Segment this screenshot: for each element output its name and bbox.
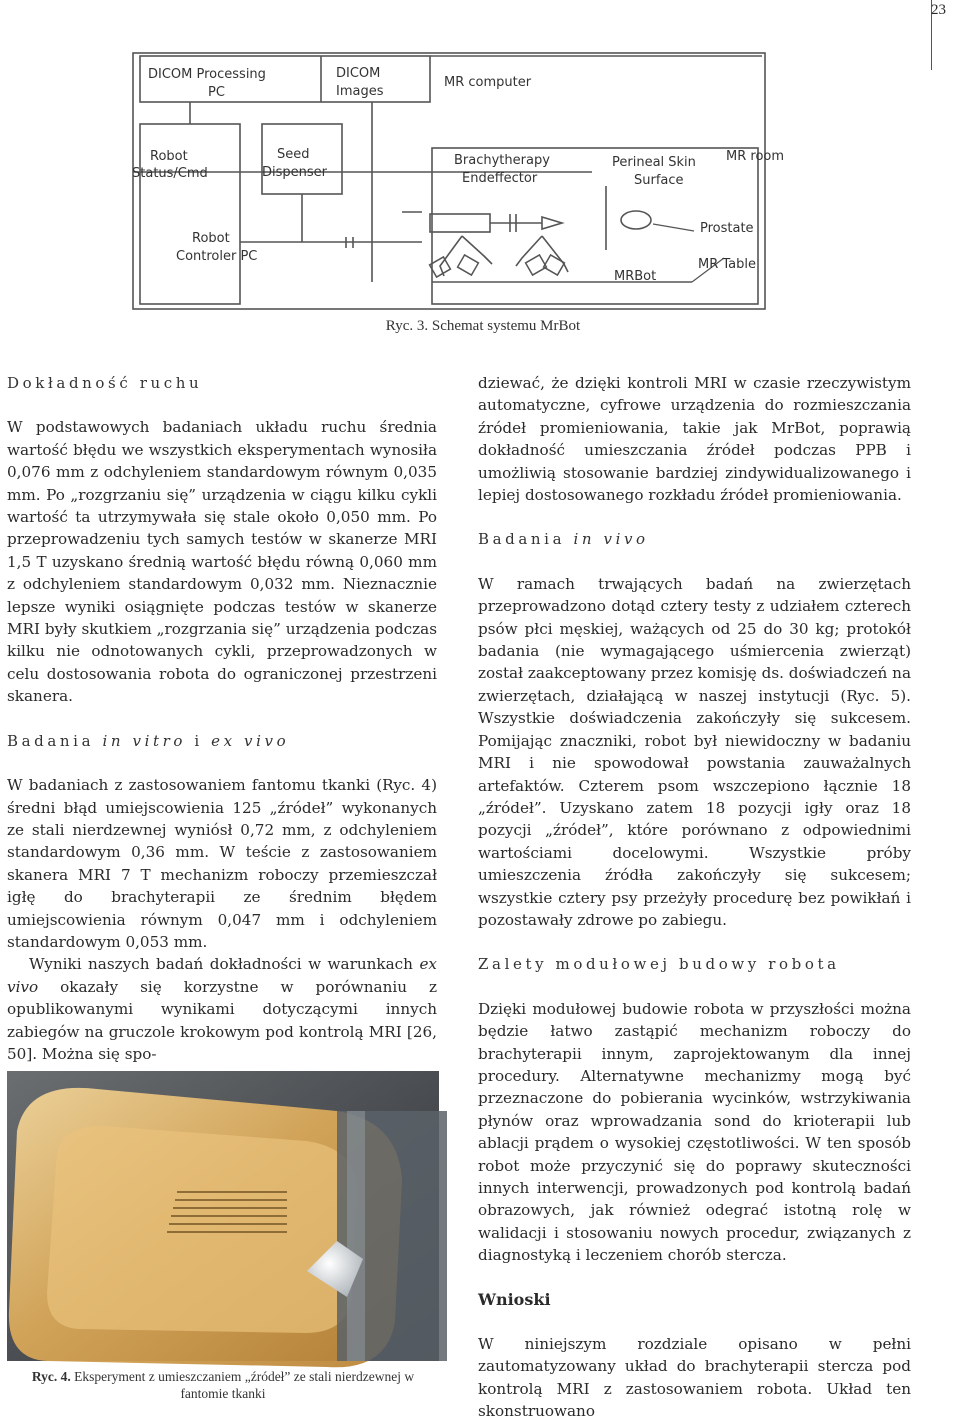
heading-zalety: Zalety modułowej budowy robota <box>478 955 840 974</box>
right-column <box>478 372 911 1423</box>
label-seed: Seed <box>277 147 310 162</box>
paragraph-dokladnosc: W podstawowych badaniach układu ruchu średnia wartość błędu we wszystkich eksperymentach wynosiła 0,076 mm z odchyleniem standardowym równym 0,035 mm. Po „rozgrzaniu się” urządzenia w ciągu kilku cykli wartość ta utrzymywała się stale około 0,050 mm. Po przeprowadzeniu tych samych testów w skanerze MRI 1,5 T uzyskano średnią wartość błędu równą 0,060 mm z odchyleniem standardowym 0,032 mm. Nieznacznie lepsze wyniki osiągnięte podczas testów w skanerze MRI były skutkiem „rozgrzania się” urządzenia podczas kilku nie odnotowanych cykli, przeprowadzonych w celu dostosowania robota do ograniczonej przestrzeni skanera. <box>7 418 437 706</box>
figure-4-photo <box>7 1071 439 1361</box>
label-dicom-processing: DICOM Processing <box>148 67 266 82</box>
label-surface: Surface <box>634 173 684 188</box>
heading-in-vitro-ex-vivo: Badania in vitro i ex vivo <box>7 731 290 750</box>
label-robot-status-2: Status/Cmd <box>132 166 208 181</box>
paragraph-wyniki: Wyniki naszych badań dokładności w warunkach ex vivo okazały się korzystne w porównaniu z opublikowanymi wynikami dotyczącymi innych zabiegów na gruczole krokowym pod kontrolą MRI [26, 50]. Można się spo- <box>7 955 437 1063</box>
label-mr-table: MR Table <box>698 257 756 272</box>
page-number: 23 <box>931 2 946 18</box>
label-robot-status-1: Robot <box>150 149 188 164</box>
paragraph-continuation: dziewać, że dzięki kontroli MRI w czasie rzeczywistym automatyczne, cyfrowe urządzenia do rozmieszczania źródeł promieniowania, takie jak MrBot, poprawią dokładność umieszczania źródeł podczas PPB i umożliwią stosowanie bardziej zindywidualizowanego i lepiej dostosowanego rozkładu źródeł promieniowania. <box>478 374 911 505</box>
left-column <box>7 372 437 1065</box>
label-robot-ctrl-1: Robot <box>192 231 230 246</box>
label-controler-pc: Controler PC <box>176 249 258 264</box>
paragraph-wnioski: W niniejszym rozdziale opisano w pełni zautomatyzowany układ do brachyterapii stercza pod kontrolą MRI z zastosowaniem robota. Układ ten skonstruowano <box>478 1335 911 1421</box>
label-endeffector: Endeffector <box>462 171 538 186</box>
label-mr-computer: MR computer <box>444 75 532 90</box>
label-prostate: Prostate <box>700 221 754 236</box>
paragraph-zalety: Dzięki modułowej budowie robota w przyszłości można będzie łatwo zastąpić mechanizm roboczy do brachyterapii innym, zaprojektowanym dla innej procedury. Alternatywne mechanizmy mogą być przeznaczone do pobierania wycinków, wstrzykiwania płynów oraz wprowadzania sond do krioterapii lub ablacji prądem o wysokiej częstotliwości. W ten sposób robot może przyczynić się do poprawy skuteczności innych interwencji, prowadzonych pod kontrolą badań obrazowych, jak również odegrać istotną rolę w walidacji i stosowaniu nowych procedur, związanych z diagnostyką i leczeniem chorób stercza. <box>478 999 911 1265</box>
figure-3-schematic <box>132 52 785 310</box>
label-mrbot: MRBot <box>614 269 657 284</box>
label-dicom-pc: PC <box>208 85 225 100</box>
figure-3-caption: Ryc. 3. Schemat systemu MrBot <box>385 318 581 334</box>
paragraph-fantom: W badaniach z zastosowaniem fantomu tkanki (Ryc. 4) średni błąd umiejscowienia 125 „źródeł” wykonanych ze stali nierdzewnej wyniósł 0,72 mm, z odchyleniem standardowym 0,36 mm. W teście z zastosowaniem skanera MRI 7 T mechanizm roboczy przemieszczał igłę do brachyterapii ze średnim błędem umiejscowienia równym 0,047 mm i odchyleniem standardowym 0,053 mm. <box>7 776 437 951</box>
label-brachytherapy: Brachytherapy <box>454 153 550 168</box>
label-dispenser: Dispenser <box>262 165 327 180</box>
heading-dokladnosc-ruchu: Dokładność ruchu <box>7 374 203 392</box>
heading-wnioski: Wnioski <box>478 1289 551 1309</box>
label-images: Images <box>336 84 384 99</box>
label-dicom: DICOM <box>336 66 381 81</box>
label-mr-room: MR room <box>726 149 785 164</box>
paragraph-in-vivo: W ramach trwających badań na zwierzętach przeprowadzono dotąd cztery testy z udziałem czterech psów płci męskiej, ważących od 25 do 30 kg; protokół badania (nie wymagającego uśmiercenia zwierząt) został zaakceptowany przez komisję ds. doświadczeń na zwierzętach, działającą w naszej instytucji (Ryc. 5). Wszystkie doświadczenia zakończyły się sukcesem. Pomijając znaczniki, robot był niewidoczny w badaniu MRI i nie spowodował powstania zauważalnych artefaktów. Czterem psom wszczepiono łącznie 18 „źródeł”. Uzyskano zatem 18 pozycji igły oraz 18 pozycji „źródeł”, które porównano z odpowiednimi wartościami docelowymi. Wszystkie próby umieszczenia źródła zakończyły się sukcesem; wszystkie cztery psy przeżyły procedurę bez powikłań i pozostawały zdrowe po zabiegu. <box>478 574 911 929</box>
label-perineal-skin: Perineal Skin <box>612 155 696 170</box>
figure-4-caption: Ryc. 4. Eksperyment z umieszczaniem „źródeł” ze stali nierdzewnej w fantomie tkanki <box>31 1369 415 1401</box>
heading-in-vivo: Badania in vivo <box>478 530 649 549</box>
